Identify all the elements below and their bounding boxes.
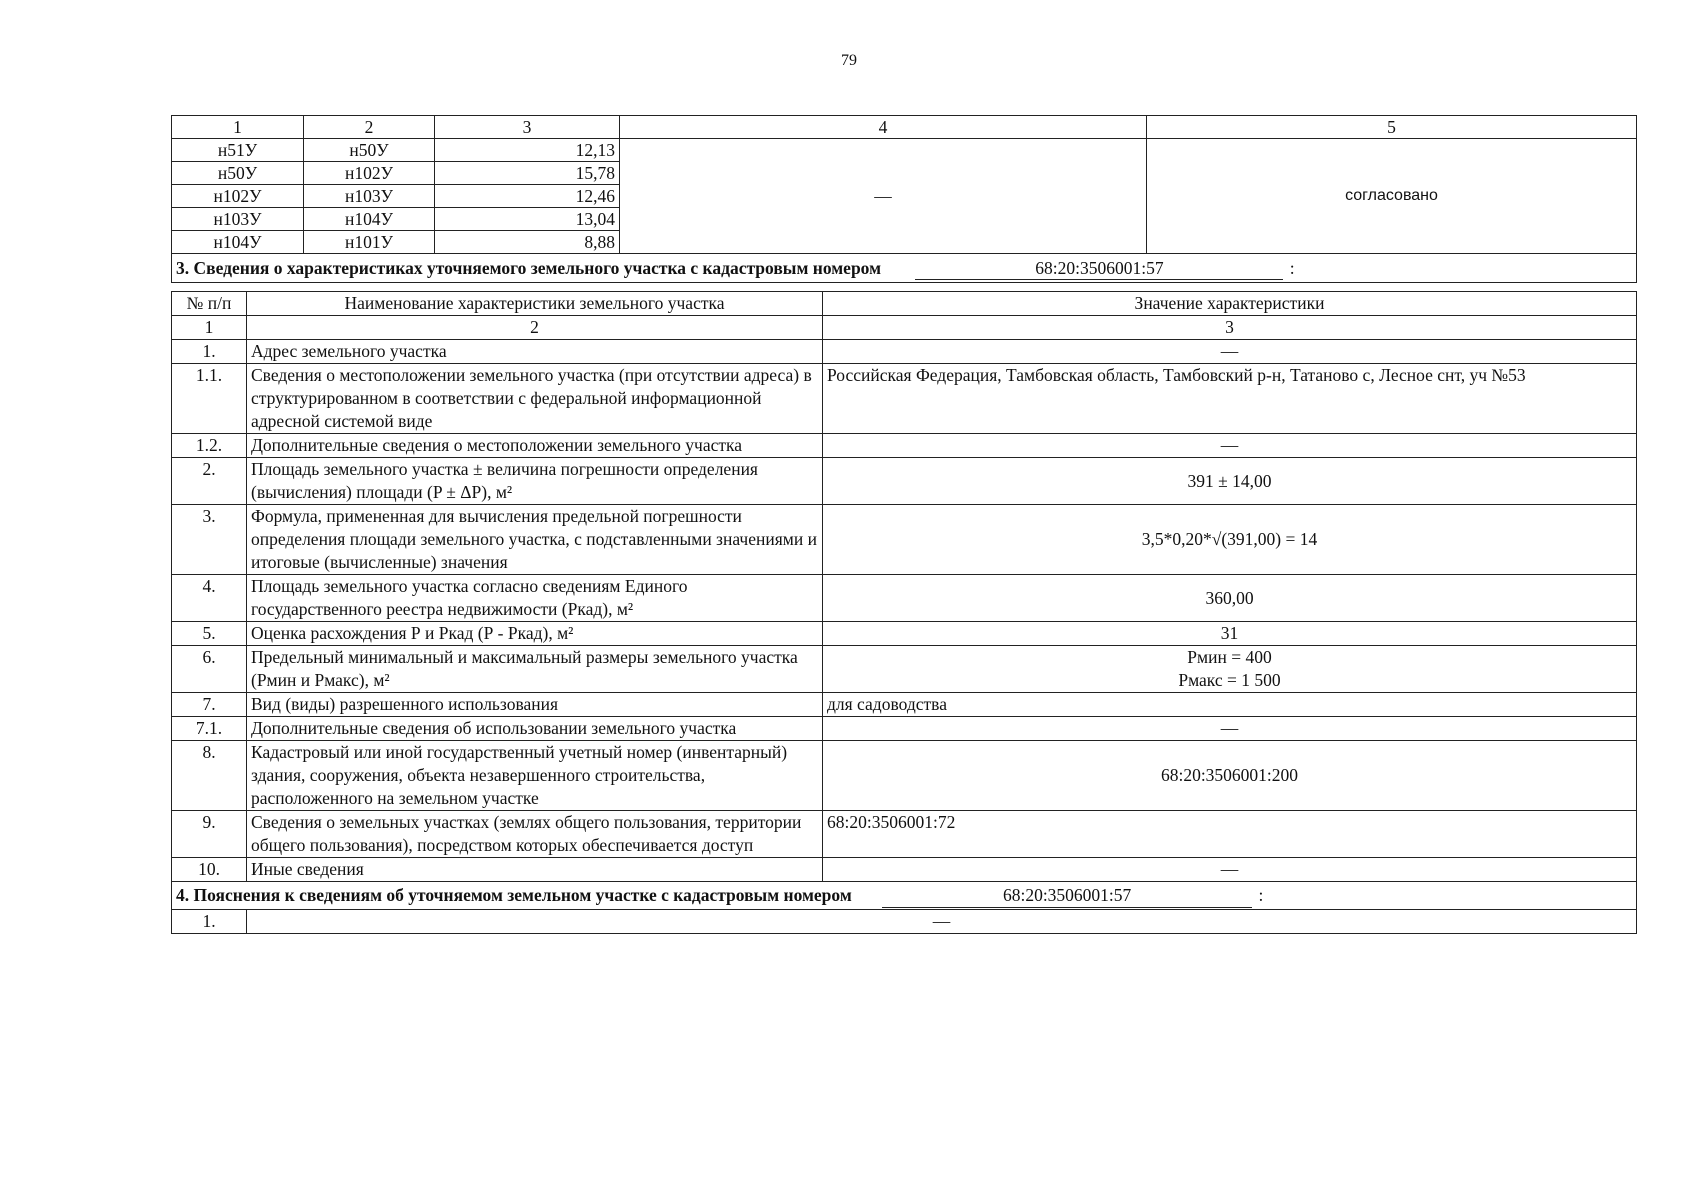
point-to: н50У: [304, 139, 435, 162]
row-num: 2.: [172, 458, 247, 505]
table-row: [172, 811, 1637, 858]
point-from: н51У: [172, 139, 304, 162]
table-row: [172, 717, 1637, 741]
row-name: Иные сведения: [247, 858, 823, 882]
row-value: 391 ± 14,00: [823, 458, 1637, 505]
table-row: [172, 858, 1637, 882]
row-value: —: [823, 717, 1637, 741]
row-num: 4.: [172, 575, 247, 622]
boundary-col4-value: —: [620, 139, 1147, 254]
row-num: 10.: [172, 858, 247, 882]
section4-heading: [172, 882, 1637, 910]
characteristics-index-row: [172, 316, 1637, 340]
segment-length: 8,88: [435, 231, 620, 254]
min-size-value: Рмин = 400: [1187, 647, 1272, 667]
table-row: [172, 646, 1637, 693]
point-to: н104У: [304, 208, 435, 231]
row-num: 5.: [172, 622, 247, 646]
characteristics-table: [171, 291, 1637, 934]
row-num: 1.1.: [172, 364, 247, 434]
section4-cadastral-number: 68:20:3506001:57: [882, 884, 1252, 908]
row-num: 7.1.: [172, 717, 247, 741]
row-num: 1.: [172, 340, 247, 364]
table-row: [172, 741, 1637, 811]
row-name: Адрес земельного участка: [247, 340, 823, 364]
row-name: Вид (виды) разрешенного использования: [247, 693, 823, 717]
row-name: Дополнительные сведения об использовании земельного участка: [247, 717, 823, 741]
header-num: № п/п: [172, 292, 247, 316]
boundary-header-cell: 3: [435, 116, 620, 139]
table-row: [172, 434, 1637, 458]
section3-cadastral-number: 68:20:3506001:57: [915, 257, 1283, 280]
segment-length: 15,78: [435, 162, 620, 185]
segment-length: 13,04: [435, 208, 620, 231]
header-name: Наименование характеристики земельного участка: [247, 292, 823, 316]
row-value: —: [823, 340, 1637, 364]
row-value: 3,5*0,20*√(391,00) = 14: [823, 505, 1637, 575]
table-row: [172, 575, 1637, 622]
section3-heading-row: [172, 254, 1637, 283]
boundary-header-row: [172, 116, 1637, 139]
row-value: —: [247, 910, 1637, 934]
segment-length: 12,13: [435, 139, 620, 162]
row-value: [823, 646, 1637, 693]
row-name: Кадастровый или иной государственный учетный номер (инвентарный) здания, сооружения, объекта незавершенного строительства, расположенного на земельном участке: [247, 741, 823, 811]
point-from: н103У: [172, 208, 304, 231]
index-cell: 1: [172, 316, 247, 340]
section4-suffix: :: [1258, 884, 1264, 905]
row-value: —: [823, 434, 1637, 458]
table-row: [172, 340, 1637, 364]
boundary-header-cell: 1: [172, 116, 304, 139]
table-row: [172, 458, 1637, 505]
boundary-header-cell: 4: [620, 116, 1147, 139]
boundary-header-cell: 5: [1147, 116, 1637, 139]
header-value: Значение характеристики: [823, 292, 1637, 316]
point-to: н101У: [304, 231, 435, 254]
point-to: н103У: [304, 185, 435, 208]
section4-heading-row: [172, 882, 1637, 910]
index-cell: 3: [823, 316, 1637, 340]
row-num: 1.2.: [172, 434, 247, 458]
boundary-table: [171, 115, 1637, 283]
point-from: н50У: [172, 162, 304, 185]
row-value: 31: [823, 622, 1637, 646]
characteristics-header-row: [172, 292, 1637, 316]
row-value: Российская Федерация, Тамбовская область, Тамбовский р-н, Татаново с, Лесное снт, уч №53: [823, 364, 1637, 434]
row-name: Сведения о земельных участках (землях общего пользования, территории общего пользования), посредством которых обеспечивается доступ: [247, 811, 823, 858]
table-row: [172, 693, 1637, 717]
index-cell: 2: [247, 316, 823, 340]
row-num: 9.: [172, 811, 247, 858]
row-name: Оценка расхождения Р и Ркад (Р - Ркад), м²: [247, 622, 823, 646]
row-name: Дополнительные сведения о местоположении земельного участка: [247, 434, 823, 458]
section3-title: 3. Сведения о характеристиках уточняемого земельного участка с кадастровым номером: [176, 257, 882, 278]
table-row: [172, 139, 1637, 162]
table-row: [172, 622, 1637, 646]
boundary-header-cell: 2: [304, 116, 435, 139]
row-num: 6.: [172, 646, 247, 693]
row-value: 68:20:3506001:200: [823, 741, 1637, 811]
section3-suffix: :: [1289, 257, 1295, 278]
row-name: Формула, примененная для вычисления предельной погрешности определения площади земельного участка, с подставленными значениями и итоговые (вычисленные) значения: [247, 505, 823, 575]
boundary-col5-value: согласовано: [1147, 139, 1637, 254]
row-name: Площадь земельного участка согласно сведениям Единого государственного реестра недвижимости (Ркад), м²: [247, 575, 823, 622]
point-from: н104У: [172, 231, 304, 254]
row-value: для садоводства: [823, 693, 1637, 717]
section3-heading: [172, 254, 1637, 283]
row-name: Сведения о местоположении земельного участка (при отсутствии адреса) в структурированном в соответствии с федеральной информационной адресной системой виде: [247, 364, 823, 434]
point-to: н102У: [304, 162, 435, 185]
table-row: [172, 910, 1637, 934]
row-num: 7.: [172, 693, 247, 717]
row-value: 68:20:3506001:72: [823, 811, 1637, 858]
table-row: [172, 364, 1637, 434]
row-num: 3.: [172, 505, 247, 575]
row-value: 360,00: [823, 575, 1637, 622]
row-name: Площадь земельного участка ± величина погрешности определения (вычисления) площади (P ± ΔP), м²: [247, 458, 823, 505]
table-row: [172, 505, 1637, 575]
segment-length: 12,46: [435, 185, 620, 208]
row-num: 1.: [172, 910, 247, 934]
max-size-value: Рмакс = 1 500: [1178, 670, 1281, 690]
page-number: 79: [841, 52, 857, 69]
row-value: —: [823, 858, 1637, 882]
row-name: Предельный минимальный и максимальный размеры земельного участка (Рмин и Рмакс), м²: [247, 646, 823, 693]
section4-title: 4. Пояснения к сведениям об уточняемом земельном участке с кадастровым номером: [176, 884, 852, 905]
row-num: 8.: [172, 741, 247, 811]
point-from: н102У: [172, 185, 304, 208]
